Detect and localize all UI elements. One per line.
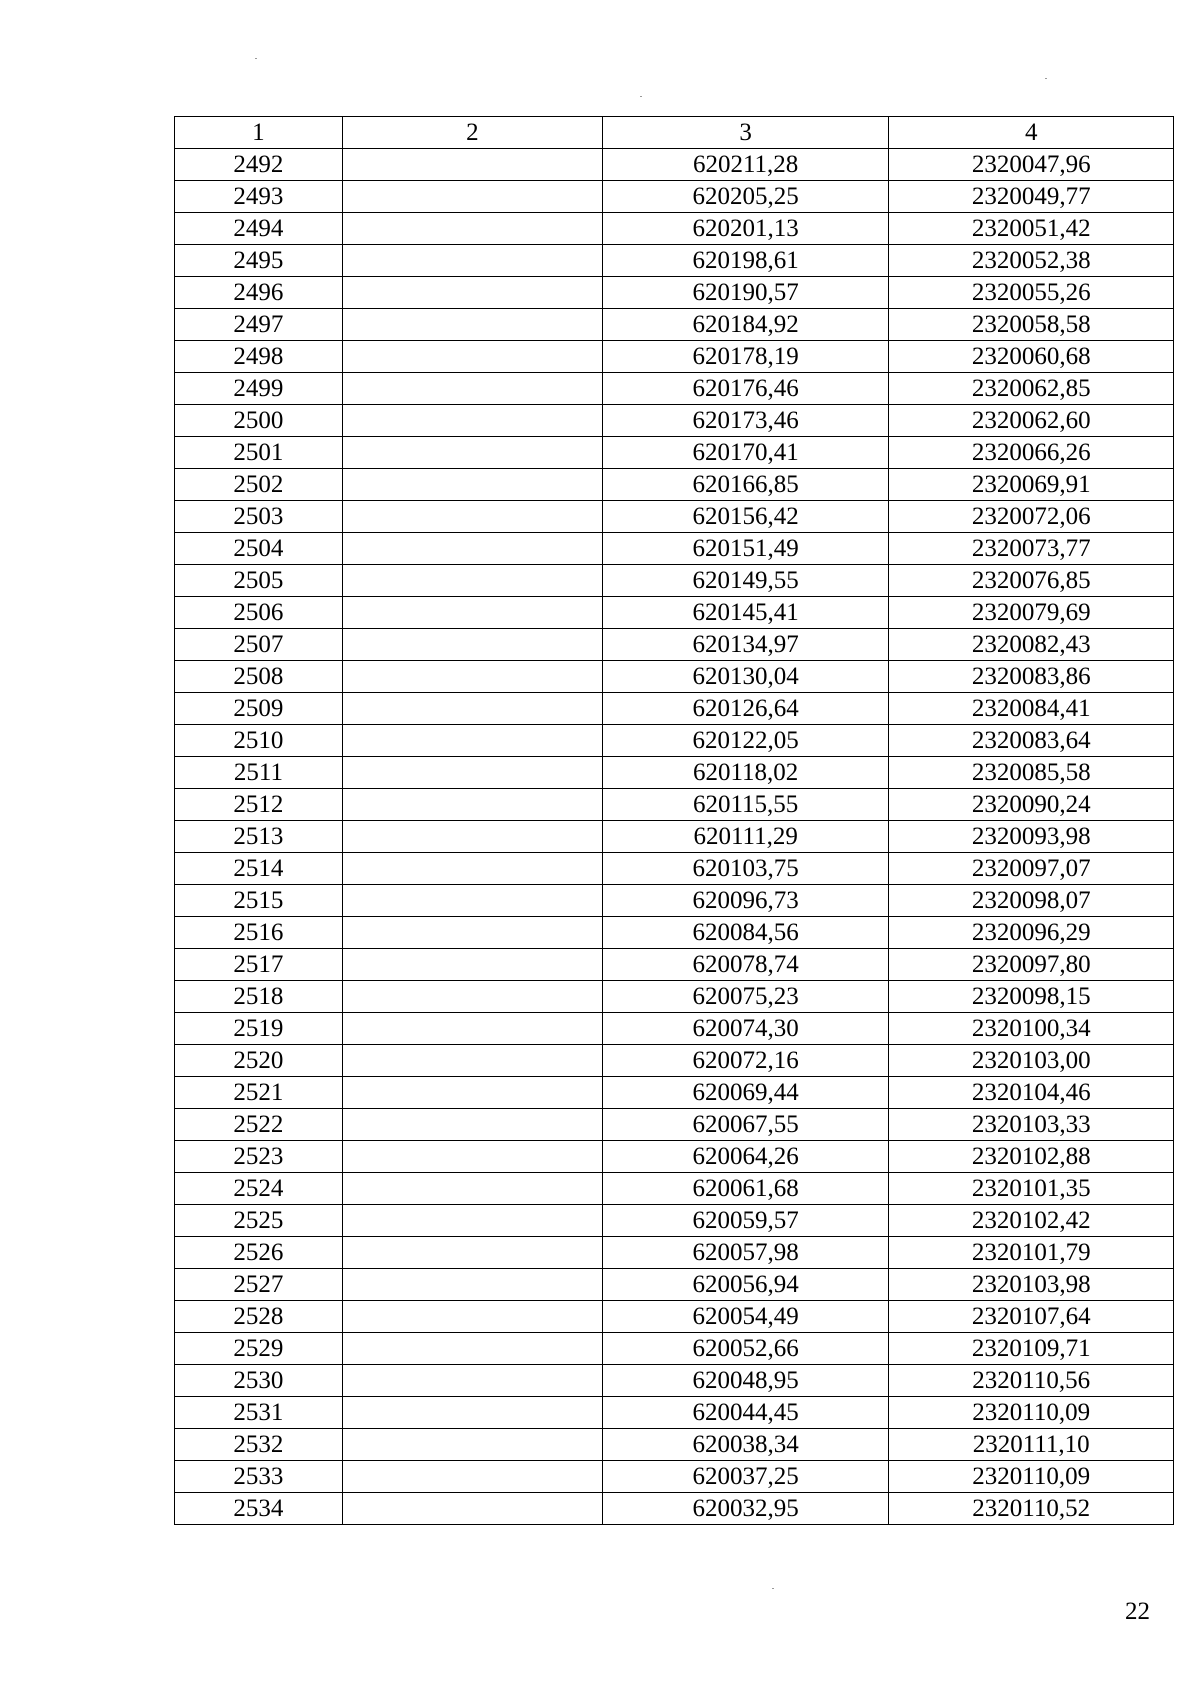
table-row (175, 1205, 1174, 1237)
table-cell-col-3: 620151,49 (602, 533, 889, 565)
table-cell-col-4: 2320110,09 (889, 1461, 1174, 1493)
table-cell-col-1: 2499 (175, 373, 343, 405)
table-cell-col-2 (342, 885, 602, 917)
table-cell-col-1: 2528 (175, 1301, 343, 1333)
page-number: 22 (1125, 1598, 1150, 1625)
table-cell-col-2 (342, 1461, 602, 1493)
table-cell-col-3: 620173,46 (602, 405, 889, 437)
table-cell-col-2 (342, 1365, 602, 1397)
table-cell-col-2 (342, 789, 602, 821)
table-row (175, 1237, 1174, 1269)
table-body (175, 149, 1174, 1525)
table-cell-col-2 (342, 437, 602, 469)
table-cell-col-1: 2524 (175, 1173, 343, 1205)
table-cell-col-3: 620198,61 (602, 245, 889, 277)
table-cell-col-2 (342, 309, 602, 341)
table-cell-col-4: 2320101,79 (889, 1237, 1174, 1269)
table-cell-col-1: 2518 (175, 981, 343, 1013)
table-cell-col-1: 2508 (175, 661, 343, 693)
table-cell-col-3: 620211,28 (602, 149, 889, 181)
table-cell-col-1: 2510 (175, 725, 343, 757)
table-cell-col-3: 620072,16 (602, 1045, 889, 1077)
table-cell-col-3: 620048,95 (602, 1365, 889, 1397)
table-cell-col-1: 2516 (175, 917, 343, 949)
table-cell-col-4: 2320109,71 (889, 1333, 1174, 1365)
table-cell-col-1: 2506 (175, 597, 343, 629)
table-row (175, 1269, 1174, 1301)
table-cell-col-3: 620122,05 (602, 725, 889, 757)
table-cell-col-2 (342, 501, 602, 533)
table-cell-col-2 (342, 1493, 602, 1525)
table-cell-col-3: 620176,46 (602, 373, 889, 405)
table-cell-col-4: 2320098,07 (889, 885, 1174, 917)
table-cell-col-3: 620054,49 (602, 1301, 889, 1333)
table-cell-col-1: 2501 (175, 437, 343, 469)
table-cell-col-3: 620178,19 (602, 341, 889, 373)
table-cell-col-2 (342, 405, 602, 437)
table-cell-col-3: 620149,55 (602, 565, 889, 597)
table-row (175, 693, 1174, 725)
table-cell-col-3: 620111,29 (602, 821, 889, 853)
table-cell-col-1: 2497 (175, 309, 343, 341)
table-cell-col-1: 2502 (175, 469, 343, 501)
table-cell-col-1: 2529 (175, 1333, 343, 1365)
table-cell-col-4: 2320076,85 (889, 565, 1174, 597)
table-row (175, 1045, 1174, 1077)
table-cell-col-3: 620078,74 (602, 949, 889, 981)
table-row (175, 661, 1174, 693)
table-cell-col-3: 620190,57 (602, 277, 889, 309)
table-cell-col-1: 2494 (175, 213, 343, 245)
table-cell-col-2 (342, 149, 602, 181)
table-row (175, 1141, 1174, 1173)
table-cell-col-1: 2492 (175, 149, 343, 181)
table-cell-col-4: 2320110,56 (889, 1365, 1174, 1397)
table-row (175, 1077, 1174, 1109)
table-row (175, 181, 1174, 213)
table-cell-col-2 (342, 181, 602, 213)
table-cell-col-4: 2320072,06 (889, 501, 1174, 533)
table-cell-col-1: 2522 (175, 1109, 343, 1141)
table-row (175, 437, 1174, 469)
table-cell-col-4: 2320066,26 (889, 437, 1174, 469)
table-cell-col-3: 620084,56 (602, 917, 889, 949)
table-cell-col-4: 2320103,33 (889, 1109, 1174, 1141)
table-cell-col-1: 2509 (175, 693, 343, 725)
table-cell-col-4: 2320097,80 (889, 949, 1174, 981)
table-cell-col-2 (342, 213, 602, 245)
table-cell-col-1: 2498 (175, 341, 343, 373)
table-row (175, 981, 1174, 1013)
table-cell-col-1: 2533 (175, 1461, 343, 1493)
table-cell-col-4: 2320110,52 (889, 1493, 1174, 1525)
table-cell-col-3: 620075,23 (602, 981, 889, 1013)
table-cell-col-2 (342, 341, 602, 373)
table-row (175, 757, 1174, 789)
table-cell-col-3: 620103,75 (602, 853, 889, 885)
table-row (175, 853, 1174, 885)
table-cell-col-2 (342, 853, 602, 885)
table-cell-col-1: 2514 (175, 853, 343, 885)
table-cell-col-3: 620056,94 (602, 1269, 889, 1301)
table-cell-col-1: 2531 (175, 1397, 343, 1429)
table-cell-col-4: 2320097,07 (889, 853, 1174, 885)
table-row (175, 629, 1174, 661)
table-row (175, 1429, 1174, 1461)
table-row (175, 1461, 1174, 1493)
table-cell-col-3: 620074,30 (602, 1013, 889, 1045)
table-cell-col-3: 620205,25 (602, 181, 889, 213)
table-cell-col-2 (342, 597, 602, 629)
table-row (175, 373, 1174, 405)
table-cell-col-3: 620201,13 (602, 213, 889, 245)
table-cell-col-4: 2320073,77 (889, 533, 1174, 565)
table-cell-col-3: 620130,04 (602, 661, 889, 693)
table-cell-col-2 (342, 1301, 602, 1333)
table-cell-col-1: 2525 (175, 1205, 343, 1237)
table-cell-col-3: 620057,98 (602, 1237, 889, 1269)
table-cell-col-2 (342, 693, 602, 725)
table-cell-col-4: 2320093,98 (889, 821, 1174, 853)
table-cell-col-3: 620166,85 (602, 469, 889, 501)
table-row (175, 1173, 1174, 1205)
table-cell-col-1: 2515 (175, 885, 343, 917)
table-cell-col-4: 2320107,64 (889, 1301, 1174, 1333)
table-cell-col-3: 620069,44 (602, 1077, 889, 1109)
table-row (175, 469, 1174, 501)
scan-speck (772, 1588, 774, 1589)
table-cell-col-4: 2320103,98 (889, 1269, 1174, 1301)
table-cell-col-2 (342, 1109, 602, 1141)
scan-speck (640, 96, 642, 97)
table-cell-col-4: 2320100,34 (889, 1013, 1174, 1045)
table-cell-col-3: 620059,57 (602, 1205, 889, 1237)
table-cell-col-4: 2320062,85 (889, 373, 1174, 405)
table-cell-col-2 (342, 245, 602, 277)
table-cell-col-4: 2320085,58 (889, 757, 1174, 789)
table-cell-col-4: 2320047,96 (889, 149, 1174, 181)
table-cell-col-1: 2495 (175, 245, 343, 277)
table-cell-col-1: 2532 (175, 1429, 343, 1461)
table-row (175, 1397, 1174, 1429)
table-cell-col-1: 2523 (175, 1141, 343, 1173)
table-row (175, 821, 1174, 853)
table-cell-col-2 (342, 1013, 602, 1045)
table-cell-col-3: 620118,02 (602, 757, 889, 789)
table-row (175, 789, 1174, 821)
table-cell-col-4: 2320083,86 (889, 661, 1174, 693)
table-cell-col-1: 2527 (175, 1269, 343, 1301)
table-cell-col-3: 620115,55 (602, 789, 889, 821)
table-cell-col-4: 2320082,43 (889, 629, 1174, 661)
table-cell-col-2 (342, 533, 602, 565)
table-cell-col-3: 620184,92 (602, 309, 889, 341)
table-cell-col-1: 2512 (175, 789, 343, 821)
table-cell-col-1: 2534 (175, 1493, 343, 1525)
table-row (175, 149, 1174, 181)
table-row (175, 341, 1174, 373)
table-cell-col-4: 2320062,60 (889, 405, 1174, 437)
table-row (175, 917, 1174, 949)
column-header-4: 4 (889, 117, 1174, 149)
table-cell-col-2 (342, 469, 602, 501)
table-cell-col-4: 2320049,77 (889, 181, 1174, 213)
table-cell-col-1: 2493 (175, 181, 343, 213)
table-cell-col-1: 2519 (175, 1013, 343, 1045)
table-cell-col-4: 2320111,10 (889, 1429, 1174, 1461)
table-cell-col-4: 2320101,35 (889, 1173, 1174, 1205)
table-row (175, 1301, 1174, 1333)
table-cell-col-3: 620044,45 (602, 1397, 889, 1429)
table-cell-col-2 (342, 725, 602, 757)
table-cell-col-4: 2320051,42 (889, 213, 1174, 245)
table-cell-col-4: 2320083,64 (889, 725, 1174, 757)
table-cell-col-4: 2320055,26 (889, 277, 1174, 309)
table-row (175, 213, 1174, 245)
table-cell-col-2 (342, 1205, 602, 1237)
table-cell-col-3: 620064,26 (602, 1141, 889, 1173)
table-cell-col-2 (342, 373, 602, 405)
table-cell-col-3: 620037,25 (602, 1461, 889, 1493)
table-cell-col-2 (342, 565, 602, 597)
table-cell-col-3: 620032,95 (602, 1493, 889, 1525)
table-cell-col-1: 2496 (175, 277, 343, 309)
table-cell-col-4: 2320079,69 (889, 597, 1174, 629)
table-cell-col-2 (342, 277, 602, 309)
table-cell-col-4: 2320058,58 (889, 309, 1174, 341)
table-row (175, 597, 1174, 629)
table-cell-col-1: 2503 (175, 501, 343, 533)
column-header-1: 1 (175, 117, 343, 149)
table-cell-col-2 (342, 981, 602, 1013)
table-cell-col-4: 2320069,91 (889, 469, 1174, 501)
table-cell-col-2 (342, 1045, 602, 1077)
table-row (175, 949, 1174, 981)
table-cell-col-1: 2530 (175, 1365, 343, 1397)
table-cell-col-2 (342, 1429, 602, 1461)
table-cell-col-2 (342, 1237, 602, 1269)
table-cell-col-4: 2320110,09 (889, 1397, 1174, 1429)
table-cell-col-3: 620038,34 (602, 1429, 889, 1461)
table-cell-col-2 (342, 949, 602, 981)
table-row (175, 725, 1174, 757)
table-cell-col-4: 2320102,88 (889, 1141, 1174, 1173)
table-cell-col-1: 2511 (175, 757, 343, 789)
table-row (175, 1333, 1174, 1365)
table-cell-col-3: 620134,97 (602, 629, 889, 661)
table-cell-col-1: 2520 (175, 1045, 343, 1077)
column-header-3: 3 (602, 117, 889, 149)
table-row (175, 1109, 1174, 1141)
table-row (175, 309, 1174, 341)
table-row (175, 405, 1174, 437)
table-row (175, 245, 1174, 277)
table-cell-col-3: 620170,41 (602, 437, 889, 469)
scan-speck (255, 58, 257, 59)
table-cell-col-4: 2320090,24 (889, 789, 1174, 821)
table-row (175, 1493, 1174, 1525)
table-header-row (175, 117, 1174, 149)
table-cell-col-1: 2517 (175, 949, 343, 981)
table-row (175, 885, 1174, 917)
table-cell-col-2 (342, 917, 602, 949)
table-cell-col-4: 2320102,42 (889, 1205, 1174, 1237)
table-cell-col-2 (342, 821, 602, 853)
table-cell-col-2 (342, 1269, 602, 1301)
table-row (175, 277, 1174, 309)
table-cell-col-1: 2504 (175, 533, 343, 565)
table-cell-col-4: 2320098,15 (889, 981, 1174, 1013)
table-cell-col-3: 620061,68 (602, 1173, 889, 1205)
table-cell-col-2 (342, 1173, 602, 1205)
table-cell-col-1: 2521 (175, 1077, 343, 1109)
table-cell-col-3: 620067,55 (602, 1109, 889, 1141)
table-cell-col-4: 2320084,41 (889, 693, 1174, 725)
table-cell-col-1: 2526 (175, 1237, 343, 1269)
table-cell-col-3: 620156,42 (602, 501, 889, 533)
coordinates-table (174, 116, 1174, 1525)
table-cell-col-4: 2320104,46 (889, 1077, 1174, 1109)
table-cell-col-2 (342, 757, 602, 789)
scan-speck (1045, 78, 1047, 79)
table-cell-col-1: 2500 (175, 405, 343, 437)
table-row (175, 565, 1174, 597)
table-cell-col-1: 2507 (175, 629, 343, 661)
table-row (175, 533, 1174, 565)
table-cell-col-3: 620052,66 (602, 1333, 889, 1365)
table-cell-col-2 (342, 629, 602, 661)
table-cell-col-3: 620145,41 (602, 597, 889, 629)
table-cell-col-2 (342, 661, 602, 693)
table-cell-col-2 (342, 1333, 602, 1365)
table-cell-col-4: 2320060,68 (889, 341, 1174, 373)
table-cell-col-4: 2320103,00 (889, 1045, 1174, 1077)
table-row (175, 1365, 1174, 1397)
table-cell-col-1: 2505 (175, 565, 343, 597)
table-row (175, 501, 1174, 533)
table-cell-col-2 (342, 1397, 602, 1429)
table-cell-col-3: 620096,73 (602, 885, 889, 917)
column-header-2: 2 (342, 117, 602, 149)
table-cell-col-2 (342, 1077, 602, 1109)
table-cell-col-4: 2320096,29 (889, 917, 1174, 949)
table-row (175, 1013, 1174, 1045)
table-cell-col-1: 2513 (175, 821, 343, 853)
table-cell-col-4: 2320052,38 (889, 245, 1174, 277)
table-cell-col-2 (342, 1141, 602, 1173)
table-cell-col-3: 620126,64 (602, 693, 889, 725)
